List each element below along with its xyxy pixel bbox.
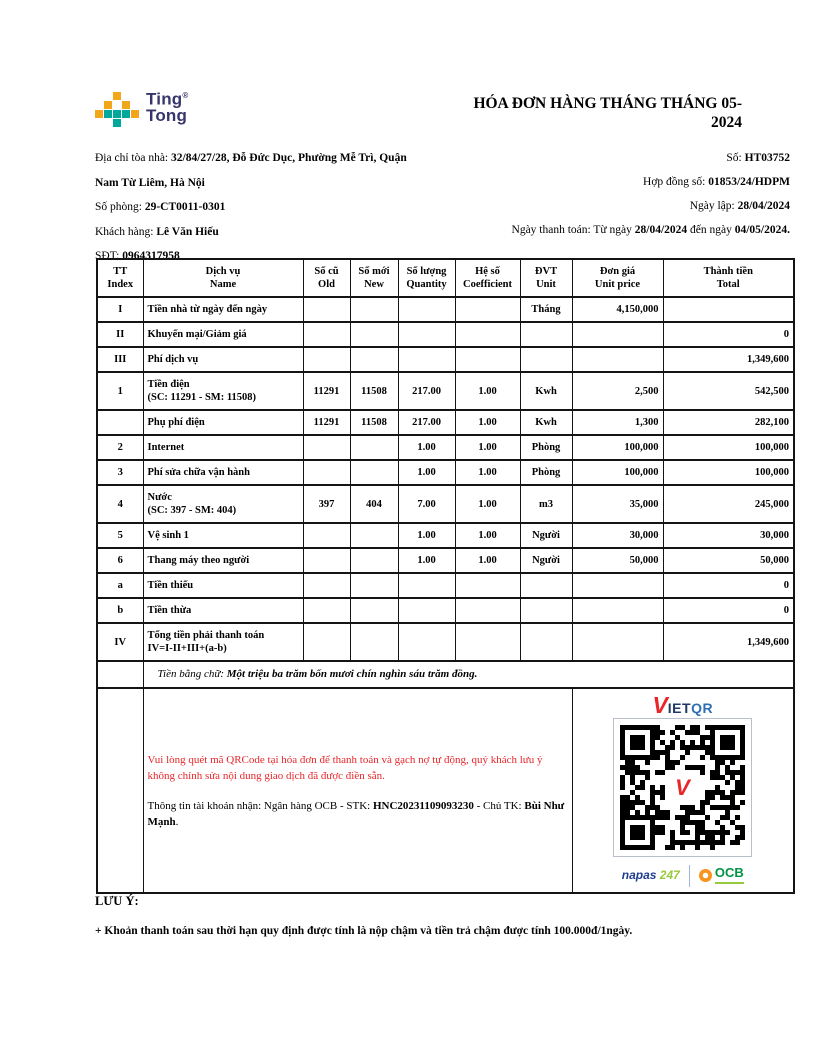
tingtong-logo — [95, 88, 188, 127]
cell-tt: II — [97, 322, 143, 347]
text-segment: 29-CT0011-0301 — [144, 201, 226, 213]
invoice-number — [390, 146, 790, 170]
cell-tt: III — [97, 347, 143, 372]
text-segment: Khách hàng: — [95, 225, 157, 238]
cell-price: 100,000 — [572, 435, 663, 460]
cell-qty: 217.00 — [398, 410, 455, 435]
cell-price: 4,150,000 — [572, 297, 663, 322]
cell-coef — [455, 297, 520, 322]
cell-unit: Kwh — [520, 410, 572, 435]
column-header: TT Index — [97, 259, 143, 297]
cell-name: Tiền nhà từ ngày đến ngày — [143, 297, 303, 322]
text-segment: đến ngày — [687, 224, 735, 236]
table-row-4 — [97, 485, 794, 523]
table-row — [97, 410, 794, 435]
contract-number — [390, 170, 790, 194]
cell-name: Internet — [143, 435, 303, 460]
ocb-name: OCB — [714, 865, 744, 880]
invoice-meta-block — [390, 146, 790, 242]
cell-qty: 217.00 — [398, 372, 455, 410]
cell-total: 1,349,600 — [663, 347, 794, 372]
cell-new — [350, 623, 398, 661]
logo-divider — [689, 865, 690, 887]
cell-total: 245,000 — [663, 485, 794, 523]
cell-unit — [520, 598, 572, 623]
text-segment: HNC20231109093230 — [372, 799, 474, 812]
table-footer — [97, 661, 794, 893]
cell-old: 397 — [303, 485, 350, 523]
cell-price — [572, 347, 663, 372]
text-segment: Nam Từ Liêm, Hà Nội — [95, 176, 205, 189]
cell-empty — [97, 661, 143, 688]
payment-network-logos — [622, 865, 744, 887]
ocb-icon — [699, 869, 712, 882]
cell-name: Thang máy theo người — [143, 548, 303, 573]
cell-coef — [455, 598, 520, 623]
cell-new: 11508 — [350, 410, 398, 435]
cell-total: 0 — [663, 598, 794, 623]
cell-unit: Người — [520, 548, 572, 573]
cell-old: 11291 — [303, 410, 350, 435]
column-header: Số mới New — [350, 259, 398, 297]
text-segment: - Chủ TK: — [473, 799, 525, 812]
cell-new: 11508 — [350, 372, 398, 410]
cell-qty: 1.00 — [398, 435, 455, 460]
invoice-title-line1: HÓA ĐƠN HÀNG THÁNG THÁNG 05- — [473, 95, 742, 112]
cell-new: 404 — [350, 485, 398, 523]
cell-qty: 7.00 — [398, 485, 455, 523]
text-segment: Ngày lập: — [689, 200, 738, 212]
cell-unit — [520, 347, 572, 372]
cell-unit: Tháng — [520, 297, 572, 322]
cell-old — [303, 297, 350, 322]
cell-name: Tiền điện (SC: 11291 - SM: 11508) — [143, 372, 303, 410]
cell-name: Nước (SC: 397 - SM: 404) — [143, 485, 303, 523]
cell-name: Phí sửa chữa vận hành — [143, 460, 303, 485]
cell-coef: 1.00 — [455, 485, 520, 523]
cell-coef: 1.00 — [455, 435, 520, 460]
vietqr-iet: IET — [667, 699, 692, 716]
text-segment: 28/04/2024 — [737, 200, 790, 212]
tingtong-logo-text — [146, 88, 188, 124]
amount-in-words-label: Tiền bằng chữ: — [157, 668, 227, 680]
text-segment: Lê Văn Hiếu — [156, 225, 219, 238]
text-segment: 32/84/27/28, Đỗ Đức Dục, Phường Mễ Trì, Quận — [171, 152, 407, 164]
column-header: Đơn giá Unit price — [572, 259, 663, 297]
amount-in-words-row — [97, 661, 794, 688]
cell-name: Phụ phí điện — [143, 410, 303, 435]
tingtong-logo-icon — [95, 92, 139, 127]
cell-new — [350, 347, 398, 372]
cell-name: Tiền thiếu — [143, 573, 303, 598]
vietqr-v: V — [652, 691, 668, 718]
text-segment: HT03752 — [744, 152, 790, 164]
table-row-6 — [97, 548, 794, 573]
text-segment: 01853/24/HDPM — [708, 176, 790, 188]
cell-coef — [455, 573, 520, 598]
cell-name: Phí dịch vụ — [143, 347, 303, 372]
cell-tt: I — [97, 297, 143, 322]
cell-new — [350, 548, 398, 573]
text-segment: Số: — [726, 152, 745, 164]
table-row-2 — [97, 435, 794, 460]
cell-coef: 1.00 — [455, 410, 520, 435]
column-header: Hệ số Coefficient — [455, 259, 520, 297]
cell-unit: Kwh — [520, 372, 572, 410]
cell-old — [303, 598, 350, 623]
cell-new — [350, 435, 398, 460]
qr-payment-row — [97, 688, 794, 893]
cell-unit: Phòng — [520, 435, 572, 460]
cell-price — [572, 573, 663, 598]
qr-code-cell — [572, 688, 794, 893]
cell-unit — [520, 322, 572, 347]
cell-unit: m3 — [520, 485, 572, 523]
invoice-title — [412, 94, 742, 132]
vietqr-logo — [652, 691, 714, 718]
cell-name: Tổng tiền phải thanh toán IV=I-II+III+(a-b) — [143, 623, 303, 661]
cell-tt: b — [97, 598, 143, 623]
cell-new — [350, 573, 398, 598]
cell-unit — [520, 623, 572, 661]
cell-old — [303, 347, 350, 372]
cell-tt: IV — [97, 623, 143, 661]
cell-name: Tiền thừa — [143, 598, 303, 623]
table-row-3 — [97, 460, 794, 485]
table-row-1 — [97, 372, 794, 410]
cell-qty: 1.00 — [398, 523, 455, 548]
cell-coef: 1.00 — [455, 523, 520, 548]
qr-code-image — [613, 718, 752, 857]
cell-total: 0 — [663, 322, 794, 347]
cell-unit: Phòng — [520, 460, 572, 485]
cell-coef — [455, 347, 520, 372]
cell-name: Khuyến mại/Giảm giá — [143, 322, 303, 347]
payment-period — [390, 218, 790, 242]
cell-new — [350, 297, 398, 322]
cell-old: 11291 — [303, 372, 350, 410]
cell-price — [572, 322, 663, 347]
column-header: Số cũ Old — [303, 259, 350, 297]
text-segment: 04/05/2024. — [734, 224, 790, 236]
cell-total: 100,000 — [663, 435, 794, 460]
cell-total: 542,500 — [663, 372, 794, 410]
cell-unit: Người — [520, 523, 572, 548]
text-segment: Số phòng: — [95, 201, 145, 213]
cell-empty — [97, 688, 143, 893]
napas-logo: napas 247 — [621, 868, 680, 882]
amount-in-words-cell — [143, 661, 794, 688]
table-row-II — [97, 322, 794, 347]
table-row-III — [97, 347, 794, 372]
cell-unit — [520, 573, 572, 598]
cell-old — [303, 523, 350, 548]
cell-tt — [97, 410, 143, 435]
text-segment: 0964317958 — [122, 250, 180, 262]
text-segment: Hợp đồng số: — [643, 176, 709, 188]
registered-mark: ® — [182, 91, 189, 100]
cell-tt: 3 — [97, 460, 143, 485]
brand-word-ting: Ting — [146, 89, 183, 109]
text-segment: Bùi Như Mạnh — [147, 799, 565, 828]
cell-total: 50,000 — [663, 548, 794, 573]
cell-tt: 4 — [97, 485, 143, 523]
table-row-a — [97, 573, 794, 598]
table-row-5 — [97, 523, 794, 548]
cell-price — [572, 623, 663, 661]
column-header: Số lượng Quantity — [398, 259, 455, 297]
cell-old — [303, 623, 350, 661]
text-segment: Địa chỉ tòa nhà: — [95, 152, 172, 164]
cell-price: 100,000 — [572, 460, 663, 485]
cell-qty — [398, 322, 455, 347]
text-segment: . — [175, 815, 179, 828]
column-header: Thành tiền Total — [663, 259, 794, 297]
ocb-logo — [699, 867, 744, 884]
late-payment-note: + Khoản thanh toán sau thời hạn quy định được tính là nộp chậm và tiền trả chậm được tính 100.000đ/1ngày. — [95, 925, 633, 937]
cell-coef — [455, 322, 520, 347]
cell-coef — [455, 623, 520, 661]
cell-tt: a — [97, 573, 143, 598]
payment-instructions-cell — [143, 688, 572, 893]
cell-tt: 1 — [97, 372, 143, 410]
cell-qty: 1.00 — [398, 460, 455, 485]
cell-qty — [398, 297, 455, 322]
notes-heading: LƯU Ý: — [95, 894, 139, 908]
cell-tt: 2 — [97, 435, 143, 460]
cell-qty — [398, 623, 455, 661]
issue-date — [390, 194, 790, 218]
table-row-b — [97, 598, 794, 623]
text-segment: SĐT: — [95, 250, 123, 262]
table-row-IV — [97, 623, 794, 661]
cell-new — [350, 460, 398, 485]
receiver-account-info — [148, 798, 568, 830]
cell-qty — [398, 598, 455, 623]
cell-total — [663, 297, 794, 322]
brand-word-tong: Tong — [146, 105, 188, 125]
cell-tt: 5 — [97, 523, 143, 548]
cell-total: 100,000 — [663, 460, 794, 485]
cell-name: Vệ sinh 1 — [143, 523, 303, 548]
cell-total: 0 — [663, 573, 794, 598]
cell-total: 282,100 — [663, 410, 794, 435]
cell-old — [303, 435, 350, 460]
cell-old — [303, 573, 350, 598]
column-header: ĐVT Unit — [520, 259, 572, 297]
table-body — [97, 297, 794, 661]
cell-new — [350, 523, 398, 548]
amount-in-words-value: Một triệu ba trăm bốn mươi chín nghìn sáu trăm đồng. — [226, 668, 478, 680]
svg-text:V: V — [675, 774, 691, 800]
cell-qty — [398, 573, 455, 598]
table-header-row — [97, 259, 794, 297]
cell-price — [572, 598, 663, 623]
cell-price: 35,000 — [572, 485, 663, 523]
text-segment: Ngày thanh toán: Từ ngày — [511, 224, 635, 236]
cell-tt: 6 — [97, 548, 143, 573]
column-header: Dịch vụ Name — [143, 259, 303, 297]
cell-new — [350, 598, 398, 623]
invoice-table — [96, 258, 795, 894]
cell-total: 1,349,600 — [663, 623, 794, 661]
vietqr-qr: QR — [691, 699, 714, 716]
qr-scan-notice: Vui lòng quét mã QRCode tại hóa đơn để thanh toán và gạch nợ tự động, quý khách lưu ý không chỉnh sửa nội dung giao dịch đã được điền sẵn. — [147, 753, 543, 782]
cell-price: 50,000 — [572, 548, 663, 573]
cell-coef: 1.00 — [455, 548, 520, 573]
cell-old — [303, 460, 350, 485]
cell-qty: 1.00 — [398, 548, 455, 573]
cell-qty — [398, 347, 455, 372]
text-segment: Thông tin tài khoản nhận: Ngân hàng OCB - STK: — [147, 799, 373, 812]
text-segment: 28/04/2024 — [634, 224, 688, 236]
table-row-I — [97, 297, 794, 322]
cell-old — [303, 548, 350, 573]
cell-price: 1,300 — [572, 410, 663, 435]
cell-coef: 1.00 — [455, 460, 520, 485]
cell-price: 30,000 — [572, 523, 663, 548]
cell-old — [303, 322, 350, 347]
cell-total: 30,000 — [663, 523, 794, 548]
invoice-title-line2: 2024 — [711, 114, 742, 131]
cell-new — [350, 322, 398, 347]
cell-price: 2,500 — [572, 372, 663, 410]
cell-coef: 1.00 — [455, 372, 520, 410]
